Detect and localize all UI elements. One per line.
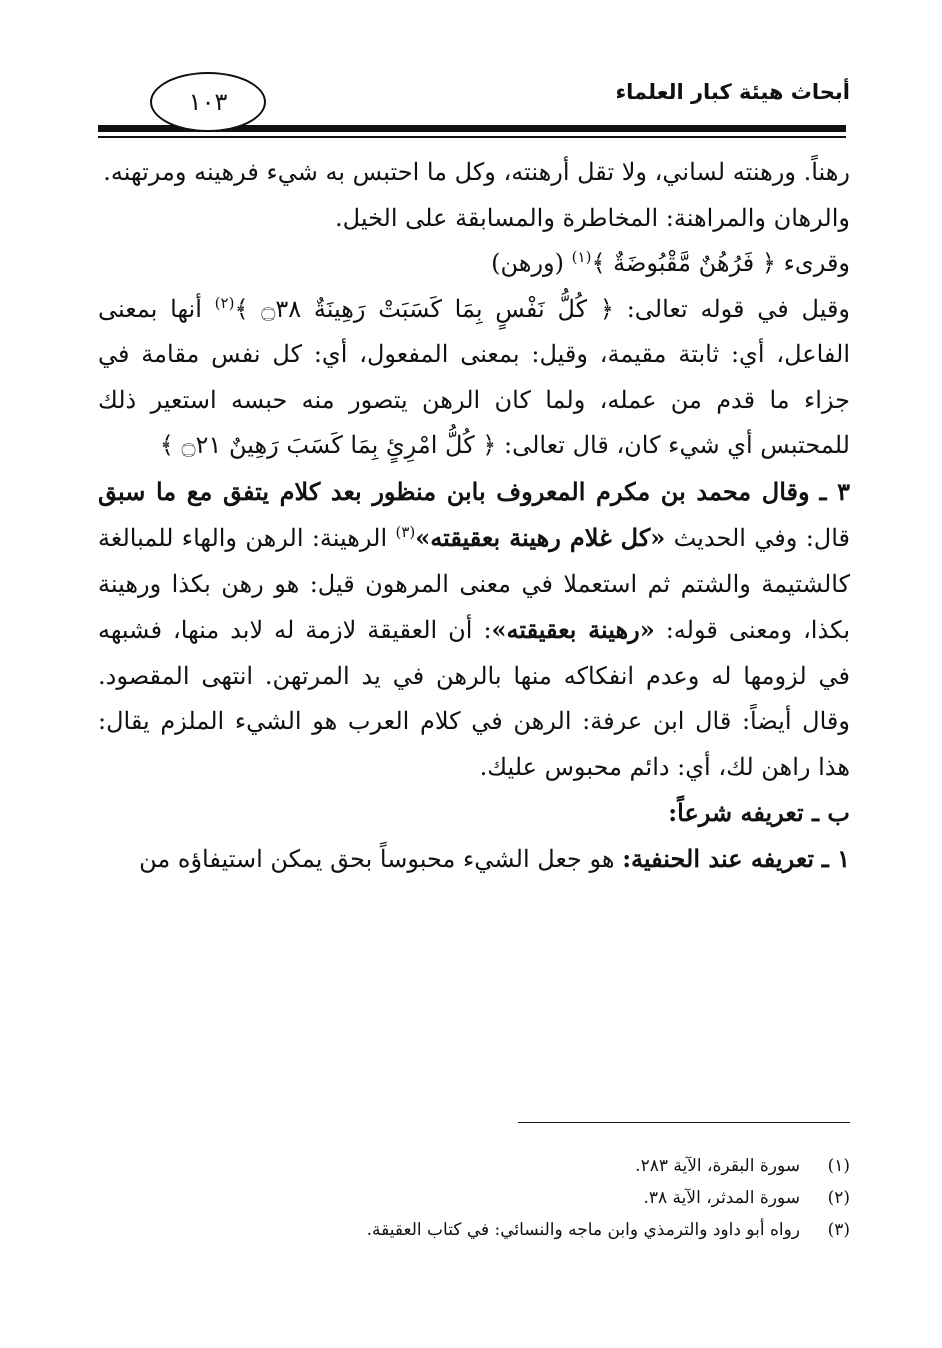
numbered-item [98,469,850,791]
page-number-text: ١٠٣ [188,88,228,116]
paragraph: والرهان والمراهنة: المخاطرة والمسابقة على الخيل. [335,203,850,232]
footnote-text: رواه أبو داود والترمذي وابن ماجه والنسائي: في كتاب العقيقة. [366,1220,800,1240]
page-number [150,72,266,132]
item-lead: تعريفه عند الحنفية: [622,843,815,873]
section-heading: ب ـ تعريفه شرعاً: [668,798,850,827]
quran-verse: ﴿ كُلُّ امْرِئٍ بِمَا كَسَبَ رَهِينٌ ۝٢١ ﴾ [159,431,497,459]
footnote-mark: (٢) [827,1188,850,1208]
quran-verse: ﴿ فَرُهُنٌ مَّقْبُوضَةٌ ﴾ [591,249,776,277]
footnote [98,1150,850,1182]
quran-verse: ﴿ كُلُّ نَفْسٍ بِمَا كَسَبَتْ رَهِينَةٌ ۝٣٨ ﴾ [234,294,614,323]
text: هو جعل الشيء محبوساً بحق يمكن استيفاؤه من [139,844,615,873]
item-number: ٣ ـ [819,476,851,506]
paragraph: رهناً. ورهنته لساني، ولا تقل أرهنته، وكل ما احتبس به شيء فرهينه ومرتهنه. [103,158,850,186]
footnote-ref: (٢) [214,293,235,312]
footnotes [98,1150,850,1246]
text: قال: وفي الحديث [673,524,851,552]
running-title: أبحاث هيئة كبار العلماء [615,80,850,104]
item-number: ١ ـ [821,843,850,873]
text: وقرىء [783,249,850,277]
text: وقيل في قوله تعالى: [626,294,851,323]
hadith-quote: «رهينة بعقيقته» [491,615,655,644]
footnote-mark: (١) [827,1156,850,1176]
item-lead: وقال محمد بن مكرم المعروف بابن منظور بعد كلام يتفق مع ما سبق [98,476,810,506]
footnote-text: سورة البقرة، الآية ٢٨٣. [635,1156,800,1176]
footnote [98,1182,850,1214]
footnote [98,1214,850,1246]
main-text [98,150,850,882]
text: : أن العقيقة لازمة له لابد منها، فشبهه في لزومها له وعدم انفكاكه منها بالرهن في يد المرتهن. انتهى المقصود. وقال أيضاً: قال ابن عرفة: الرهن في كلام العرب هو الشيء الملزم يقال: هذا راهن لك، أي: دائم محبوس عليك. [98,616,850,781]
footnote-ref: (٣) [395,523,416,541]
paragraph [98,287,850,469]
footnote-text: سورة المدثر، الآية ٣٨. [643,1188,800,1208]
text: أنها بمعنى الفاعل، أي: ثابتة مقيمة، وقيل: بمعنى المفعول، أي: كل نفس مقامة في جزاء ما قدم من عمله، ولما كان الرهن يتصور منه حبسه استعير ذلك للمحتبس أي شيء كان، قال تعالى: [98,294,850,459]
paragraph [98,241,850,287]
footnote-mark: (٣) [827,1220,850,1240]
text: الرهينة: الرهن والهاء للمبالغة كالشتيمة والشتم ثم استعملا في معنى المرهون قيل: هو رهن بكذا ورهينة بكذا، ومعنى قوله: [98,524,851,644]
hadith-quote: «كل غلام رهينة بعقيقته» [415,523,666,552]
text: (ورهن) [491,249,565,277]
numbered-item [98,836,850,883]
footnote-ref: (١) [571,248,592,266]
footnote-separator [518,1122,850,1123]
header-rule-thin [98,136,846,138]
